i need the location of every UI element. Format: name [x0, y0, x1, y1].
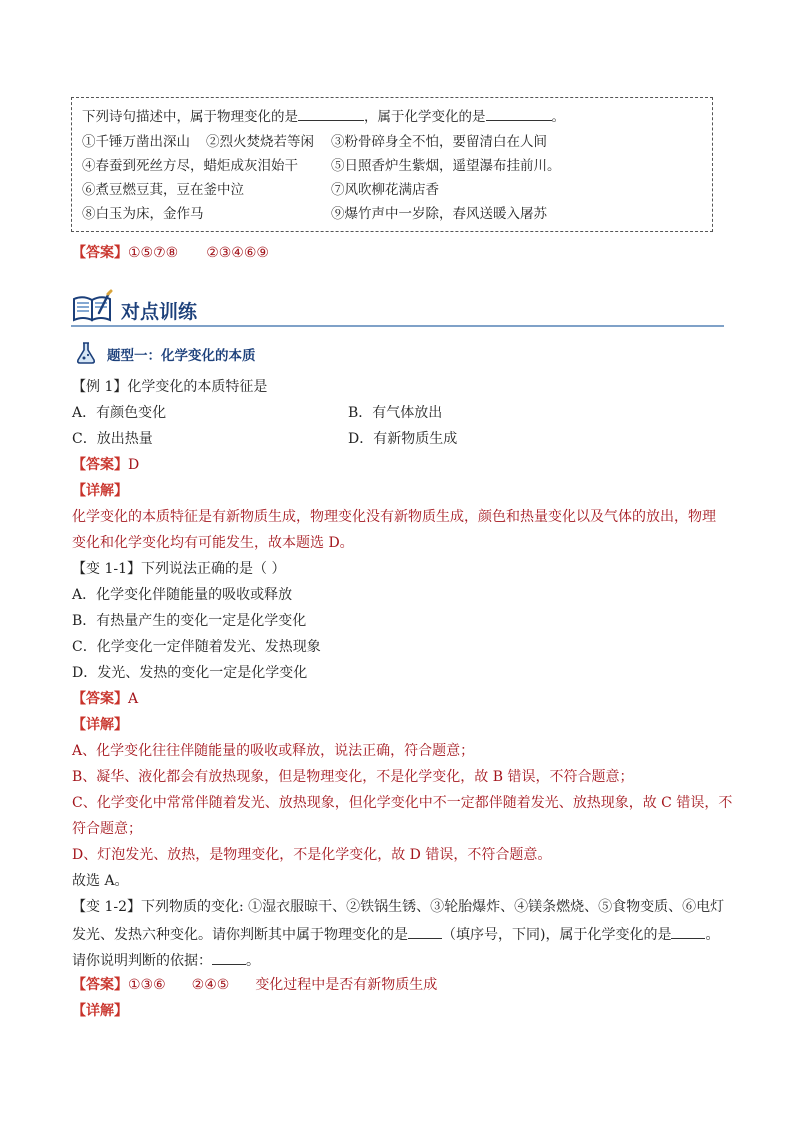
- poem-item-7: ⑦风吹柳花满店香: [331, 182, 439, 198]
- blank-physical[interactable]: [408, 924, 442, 939]
- example-1-stem: [72, 378, 267, 396]
- variant-1-1-option-d: D．发光、发热的变化一定是化学变化: [72, 665, 308, 681]
- answer-tag: 【答案】: [72, 691, 128, 707]
- poem-item-3: ③粉骨碎身全不怕，要留清白在人间: [331, 134, 547, 150]
- answer-line-1: [72, 244, 269, 262]
- example-1-detail-tag: 【详解】: [72, 483, 128, 499]
- answer-tag: 【答案】: [72, 457, 128, 473]
- question-end: 。: [551, 109, 565, 125]
- example-1-option-d: D．有新物质生成: [348, 431, 458, 447]
- answer-value: D: [128, 457, 140, 473]
- variant-1-1-detail-line: 符合题意；: [72, 821, 142, 837]
- example-1-answer: [72, 456, 139, 474]
- poem-item-9: ⑨爆竹声中一岁除，春风送暖入屠苏: [331, 206, 547, 222]
- poem-item-6: ⑥煮豆燃豆萁，豆在釜中泣: [82, 182, 244, 198]
- stem-text: 发光、发热六种变化。请你判断其中属于物理变化的是: [72, 927, 408, 943]
- answer-tag: 【答案】: [72, 245, 128, 261]
- variant-1-2-answer: [72, 976, 437, 994]
- variant-1-2-stem-line-2: [72, 924, 719, 944]
- poem-item-1: ①千锤万凿出深山: [82, 134, 190, 150]
- open-book-icon: [71, 289, 115, 325]
- poem-item-8: ⑧白玉为床，金作马: [82, 206, 204, 222]
- blank-physical[interactable]: [298, 106, 364, 121]
- stem-text: （填序号，下同)，属于化学变化的是: [442, 927, 672, 943]
- answer-reason: 变化过程中是否有新物质生成: [255, 977, 438, 993]
- answer-chemical: ②③④⑥⑨: [206, 245, 269, 261]
- answer-chemical: ②④⑤: [191, 977, 230, 993]
- stem-text: 请你说明判断的依据：: [72, 953, 212, 969]
- variant-1-1-answer: [72, 690, 138, 708]
- variant-1-1-option-a: A．化学变化伴随能量的吸收或释放: [72, 587, 293, 603]
- answer-tag: 【答案】: [72, 977, 128, 993]
- variant-1-2-detail-tag: 【详解】: [72, 1003, 128, 1019]
- variant-1-1-conclusion: 故选 A。: [72, 873, 129, 889]
- blank-reason[interactable]: [212, 950, 246, 965]
- poem-question-line: [82, 106, 565, 126]
- variant-1-2-stem-line-1: [72, 898, 724, 916]
- flask-icon: [74, 340, 100, 366]
- variant-1-2-stem-line-3: [72, 950, 260, 970]
- section-divider: [71, 325, 724, 327]
- variant-1-1-question: 下列说法正确的是（ ）: [141, 561, 286, 577]
- example-1-tag: 【例 1】: [72, 379, 128, 395]
- poem-item-4: ④春蚕到死丝方尽，蜡炬成灰泪始干: [82, 158, 298, 174]
- variant-1-1-option-b: B．有热量产生的变化一定是化学变化: [72, 613, 307, 629]
- answer-physical: ①⑤⑦⑧: [128, 245, 179, 261]
- poem-item-5: ⑤日照香炉生紫烟，遥望瀑布挂前川。: [331, 158, 561, 174]
- variant-1-1-option-c: C．化学变化一定伴随着发光、发热现象: [72, 639, 321, 655]
- variant-1-1-stem: [72, 560, 285, 578]
- variant-1-1-detail-line: D、灯泡发光、放热，是物理变化，不是化学变化，故 D 错误，不符合题意。: [72, 847, 552, 863]
- variant-1-1-detail-line: A、化学变化往往伴随能量的吸收或释放，说法正确，符合题意；: [72, 743, 475, 759]
- variant-1-1-detail-line: C、化学变化中常常伴随着发光、放热现象，但化学变化中不一定都伴随着发光、放热现象，故 C 错误，不: [72, 795, 733, 811]
- variant-1-1-detail-line: B、凝华、液化都会有放热现象，但是物理变化，不是化学变化，故 B 错误，不符合题意；: [72, 769, 634, 785]
- variant-1-2-text: 下列物质的变化: ①湿衣服晾干、②铁锅生锈、③轮胎爆炸、④镁条燃烧、⑤食物变质、⑥电灯: [141, 899, 725, 915]
- question-middle: ，属于化学变化的是: [364, 109, 486, 125]
- example-1-option-b: B．有气体放出: [348, 405, 443, 421]
- example-1-question: 化学变化的本质特征是: [127, 379, 268, 395]
- example-1-detail-line: 化学变化的本质特征是有新物质生成，物理变化没有新物质生成，颜色和热量变化以及气体的放出，物理: [72, 509, 716, 525]
- blank-chemical[interactable]: [486, 106, 552, 121]
- example-1-option-a: A．有颜色变化: [72, 405, 167, 421]
- question-type-label: 题型一：化学变化的本质: [107, 348, 256, 364]
- section-title: 对点训练: [121, 301, 198, 323]
- answer-value: A: [128, 691, 139, 707]
- answer-physical: ①③⑥: [128, 977, 166, 993]
- poem-item-2: ②烈火焚烧若等闲: [206, 134, 314, 150]
- section-header: [71, 289, 724, 329]
- stem-text: 。: [246, 953, 260, 969]
- example-1-detail-line: 变化和化学变化均有可能发生，故本题选 D。: [72, 535, 354, 551]
- variant-1-2-tag: 【变 1-2】: [72, 899, 141, 915]
- example-1-option-c: C．放出热量: [72, 431, 153, 447]
- stem-text: 。: [705, 927, 720, 943]
- blank-chemical[interactable]: [671, 924, 705, 939]
- variant-1-1-tag: 【变 1-1】: [72, 561, 141, 577]
- variant-1-1-detail-tag: 【详解】: [72, 717, 128, 733]
- question-prefix: 下列诗句描述中，属于物理变化的是: [82, 109, 298, 125]
